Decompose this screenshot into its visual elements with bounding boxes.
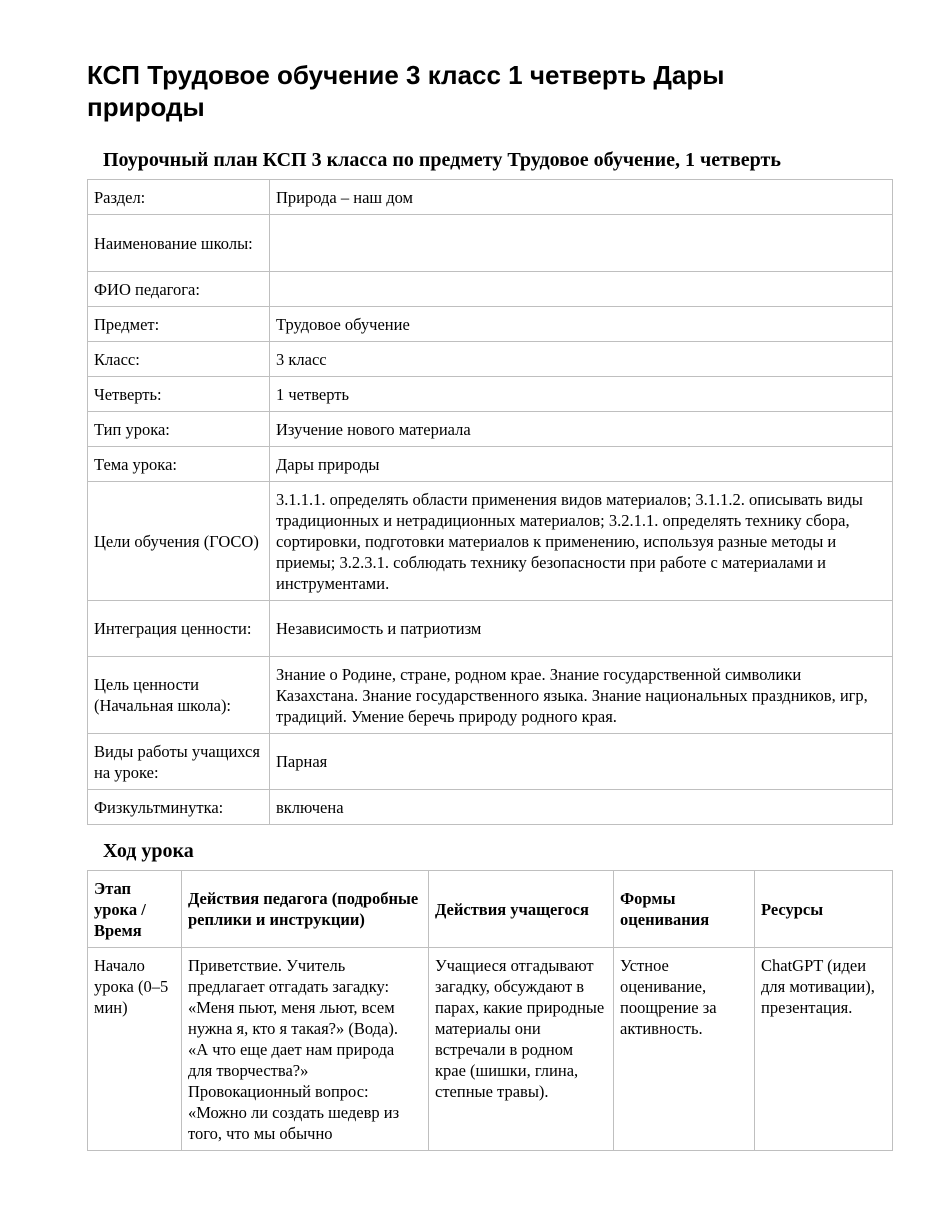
column-header: Ресурсы — [755, 871, 893, 948]
row-value — [270, 215, 893, 272]
document-title: КСП Трудовое обучение 3 класс 1 четверть Дары природы — [87, 60, 725, 122]
table-header-row — [88, 871, 893, 948]
row-value: Природа – наш дом — [270, 180, 893, 215]
row-value: 1 четверть — [270, 377, 893, 412]
row-value: Независимость и патриотизм — [270, 601, 893, 657]
row-value: Трудовое обучение — [270, 307, 893, 342]
plan-info-table — [87, 179, 893, 825]
column-header: Формы оценивания — [614, 871, 755, 948]
table-row — [88, 412, 893, 447]
table-row — [88, 482, 893, 601]
table-cell: Приветствие. Учитель предлагает отгадать загадку: «Меня пьют, меня льют, всем нужна я, кто я такая?» (Вода). «А что еще дает нам природа для творчества?» Провокационный вопрос: «Можно ли создать шедевр из того, что мы обычно — [182, 948, 429, 1151]
row-key: Класс: — [88, 342, 270, 377]
row-key: Интеграция ценности: — [88, 601, 270, 657]
plan-heading: Поурочный план КСП 3 класса по предмету Трудовое обучение, 1 четверть — [103, 149, 781, 171]
table-row — [88, 657, 893, 734]
table-row — [88, 180, 893, 215]
row-value: 3.1.1.1. определять области применения видов материалов; 3.1.1.2. описывать виды традиционных и нетрадиционных материалов; 3.2.1.1. определять технику сбора, сортировки, подготовки материалов к применению, используя разные методы и приемы; 3.2.3.1. соблюдать технику безопасности при работе с материалами и инструментами. — [270, 482, 893, 601]
row-key: Тема урока: — [88, 447, 270, 482]
row-key: Цель ценности (Начальная школа): — [88, 657, 270, 734]
table-row — [88, 215, 893, 272]
table-cell: Устное оценивание, поощрение за активность. — [614, 948, 755, 1151]
table-row — [88, 734, 893, 790]
table-cell: ChatGPT (идеи для мотивации), презентация. — [755, 948, 893, 1151]
row-value — [270, 272, 893, 307]
table-row — [88, 307, 893, 342]
row-value: Дары природы — [270, 447, 893, 482]
row-key: Цели обучения (ГОСО) — [88, 482, 270, 601]
table-cell: Начало урока (0–5 мин) — [88, 948, 182, 1151]
column-header: Действия учащегося — [429, 871, 614, 948]
row-key: Физкультминутка: — [88, 790, 270, 825]
table-row — [88, 447, 893, 482]
row-key: Наименование школы: — [88, 215, 270, 272]
column-header: Действия педагога (подробные реплики и инструкции) — [182, 871, 429, 948]
table-row — [88, 948, 893, 1151]
row-value: 3 класс — [270, 342, 893, 377]
row-value: Изучение нового материала — [270, 412, 893, 447]
table-row — [88, 342, 893, 377]
table-row — [88, 601, 893, 657]
row-value: Знание о Родине, стране, родном крае. Знание государственной символики Казахстана. Знание государственного языка. Знание национальных праздников, игр, традиций. Умение беречь природу родного края. — [270, 657, 893, 734]
row-key: Предмет: — [88, 307, 270, 342]
row-key: Тип урока: — [88, 412, 270, 447]
row-value: включена — [270, 790, 893, 825]
table-row — [88, 377, 893, 412]
row-key: Четверть: — [88, 377, 270, 412]
table-row — [88, 790, 893, 825]
row-key: Раздел: — [88, 180, 270, 215]
table-row — [88, 272, 893, 307]
lesson-heading: Ход урока — [103, 840, 194, 862]
lesson-table — [87, 870, 893, 1151]
row-key: ФИО педагога: — [88, 272, 270, 307]
row-key: Виды работы учащихся на уроке: — [88, 734, 270, 790]
column-header: Этап урока / Время — [88, 871, 182, 948]
row-value: Парная — [270, 734, 893, 790]
table-cell: Учащиеся отгадывают загадку, обсуждают в парах, какие природные материалы они встречали в родном крае (шишки, глина, степные травы). — [429, 948, 614, 1151]
